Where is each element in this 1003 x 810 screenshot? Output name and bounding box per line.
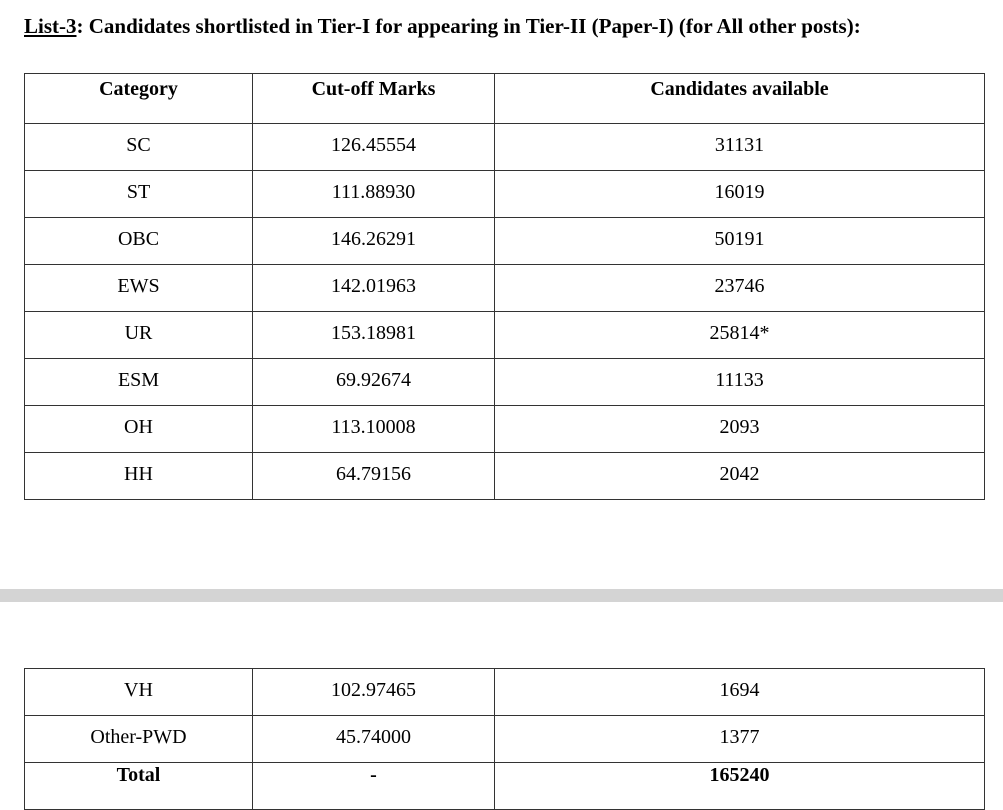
- cutoff-cell: 153.18981: [253, 312, 495, 359]
- table-row: [25, 171, 985, 218]
- cutoff-table-part-2: [24, 668, 985, 810]
- category-cell: OBC: [25, 218, 253, 265]
- category-cell: Other-PWD: [25, 716, 253, 763]
- header-candidates-available: Candidates available: [495, 74, 985, 124]
- available-cell: 11133: [495, 359, 985, 406]
- total-available-cell: 165240: [495, 763, 985, 810]
- cutoff-table-part-1: [24, 73, 985, 500]
- cutoff-cell: 102.97465: [253, 669, 495, 716]
- available-cell: 25814*: [495, 312, 985, 359]
- total-label-cell: Total: [25, 763, 253, 810]
- available-cell: 2042: [495, 453, 985, 500]
- table-row: [25, 265, 985, 312]
- table-header-row: [25, 74, 985, 124]
- category-cell: SC: [25, 124, 253, 171]
- cutoff-cell: 146.26291: [253, 218, 495, 265]
- page-break-divider: [0, 589, 1003, 602]
- available-cell: 23746: [495, 265, 985, 312]
- category-cell: ESM: [25, 359, 253, 406]
- cutoff-cell: 69.92674: [253, 359, 495, 406]
- table-row: [25, 716, 985, 763]
- table-row: [25, 453, 985, 500]
- available-cell: 1694: [495, 669, 985, 716]
- table-row: [25, 218, 985, 265]
- cutoff-cell: 142.01963: [253, 265, 495, 312]
- list-heading: [24, 14, 861, 39]
- cutoff-cell: 113.10008: [253, 406, 495, 453]
- cutoff-cell: 45.74000: [253, 716, 495, 763]
- cutoff-cell: 126.45554: [253, 124, 495, 171]
- table-row: [25, 669, 985, 716]
- list-label: List-3: [24, 14, 77, 38]
- table-row: [25, 359, 985, 406]
- table-row: [25, 312, 985, 359]
- header-category: Category: [25, 74, 253, 124]
- category-cell: ST: [25, 171, 253, 218]
- available-cell: 16019: [495, 171, 985, 218]
- table-row: [25, 124, 985, 171]
- total-cutoff-cell: -: [253, 763, 495, 810]
- category-cell: HH: [25, 453, 253, 500]
- category-cell: VH: [25, 669, 253, 716]
- category-cell: EWS: [25, 265, 253, 312]
- available-cell: 2093: [495, 406, 985, 453]
- available-cell: 50191: [495, 218, 985, 265]
- cutoff-cell: 64.79156: [253, 453, 495, 500]
- cutoff-cell: 111.88930: [253, 171, 495, 218]
- category-cell: OH: [25, 406, 253, 453]
- category-cell: UR: [25, 312, 253, 359]
- available-cell: 31131: [495, 124, 985, 171]
- available-cell: 1377: [495, 716, 985, 763]
- header-cutoff-marks: Cut-off Marks: [253, 74, 495, 124]
- table-row: [25, 406, 985, 453]
- total-row: [25, 763, 985, 810]
- list-heading-text: : Candidates shortlisted in Tier-I for appearing in Tier-II (Paper-I) (for All other posts):: [76, 14, 861, 38]
